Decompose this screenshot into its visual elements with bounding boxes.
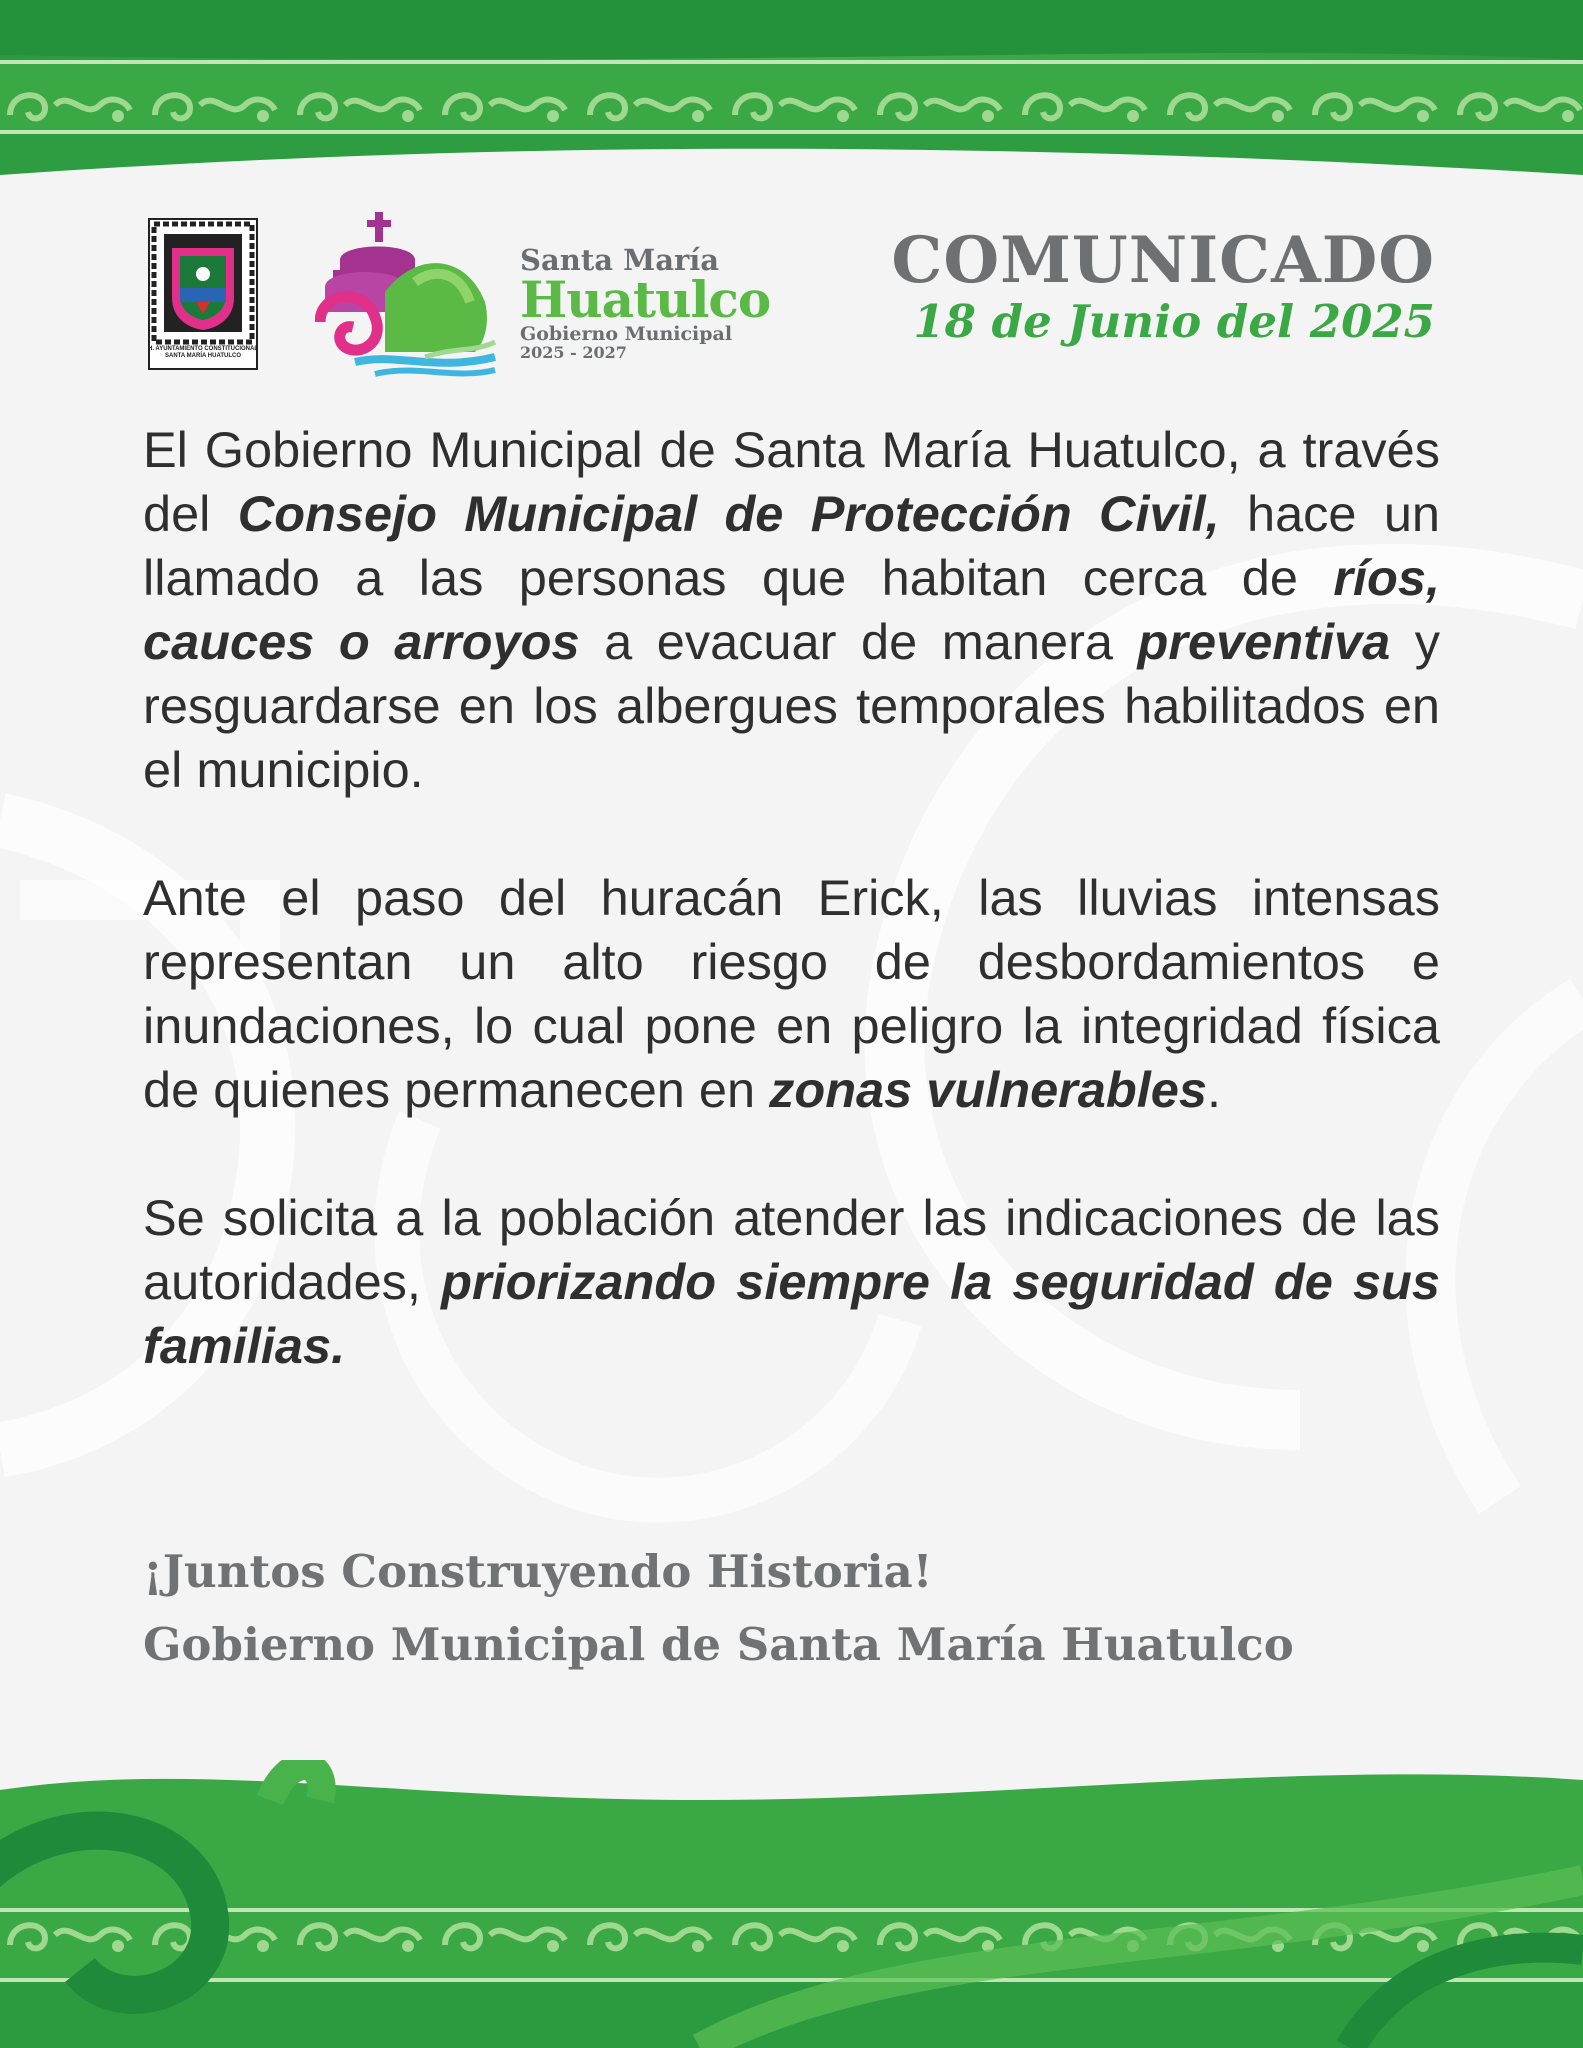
bottom-decorative-band xyxy=(0,1760,1583,2048)
p3-emphasis-safety: priorizando siempre la seguridad de sus familias. xyxy=(143,1253,1440,1374)
p1-emphasis-council: Consejo Municipal de Protección Civil, xyxy=(237,485,1220,542)
huatulco-logo-icon xyxy=(315,212,500,377)
p2-emphasis-zones: zonas vulnerables xyxy=(769,1061,1207,1118)
communique-header xyxy=(891,223,1435,348)
municipal-brand xyxy=(520,245,770,361)
brand-line4: 2025 - 2027 xyxy=(520,343,627,362)
paragraph-2 xyxy=(143,866,1440,1122)
brand-line3: Gobierno Municipal xyxy=(520,323,733,345)
paragraph-1 xyxy=(143,418,1440,802)
coat-of-arms-caption xyxy=(146,346,260,360)
paragraph-3 xyxy=(143,1186,1440,1378)
p1-text-a: El Gobierno Municipal de Santa María Huatulco, a través del xyxy=(143,421,1440,542)
p2-text-c: . xyxy=(1206,1061,1221,1118)
p3-text-a: Se solicita a la población atender las indicaciones de las autoridades, xyxy=(143,1189,1440,1310)
p1-emphasis-rivers: ríos, cauces o arroyos xyxy=(143,549,1440,670)
coat-caption-line2: SANTA MARÍA HUATULCO xyxy=(165,353,241,359)
p1-text-e: a evacuar de manera xyxy=(579,613,1138,670)
closing-signature xyxy=(143,1535,1294,1681)
brand-line2: Huatulco xyxy=(520,270,771,329)
communique-title: COMUNICADO xyxy=(891,223,1435,298)
coat-caption-line1: H. AYUNTAMIENTO CONSTITUCIONAL xyxy=(147,346,258,352)
p1-emphasis-preventive: preventiva xyxy=(1137,613,1391,670)
top-decorative-band xyxy=(0,0,1583,175)
communique-body xyxy=(143,418,1440,1442)
p1-text-g: y resguardarse en los albergues temporales habilitados en el municipio. xyxy=(143,613,1440,798)
p2-text-a: Ante el paso del huracán Erick, las lluvias intensas representan un alto riesgo de desbordamientos e inundaciones, lo cual pone en peligro la integridad física de quienes permanecen en xyxy=(143,869,1440,1118)
p1-text-c: hace un llamado a las personas que habitan cerca de xyxy=(143,485,1440,606)
closing-signature-line: Gobierno Municipal de Santa María Huatulco xyxy=(143,1618,1294,1671)
brand-line1: Santa María xyxy=(520,243,720,277)
closing-slogan: ¡Juntos Construyendo Historia! xyxy=(143,1545,933,1598)
communique-date: 18 de Junio del 2025 xyxy=(913,295,1435,348)
